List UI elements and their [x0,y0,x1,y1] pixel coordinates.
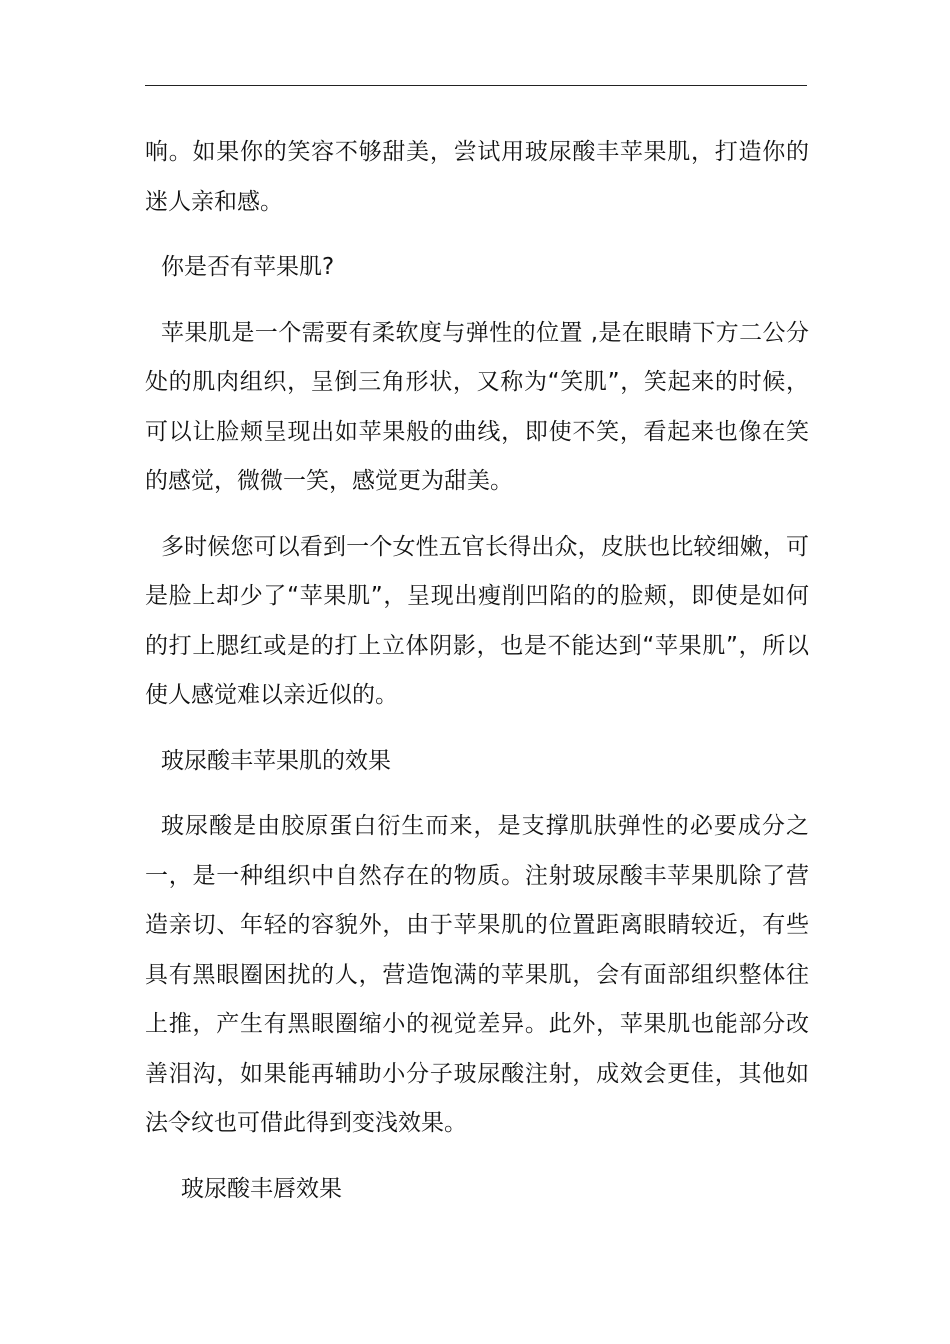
header-rule [145,85,807,86]
section-heading-hyaluronic-effect: 玻尿酸丰苹果肌的效果 [161,747,391,774]
paragraph-missing-apple-cheeks: 多时候您可以看到一个女性五官长得出众，皮肤也比较细嫩，可是脸上却少了“苹果肌”，呈现出瘦削凹陷的的脸颊，即使是如何的打上腮红或是的打上立体阴影，也是不能达到“苹果肌”，所以使人感觉难以亲近似的。 [145,533,809,708]
section-heading-lip-filler-effect: 玻尿酸丰唇效果 [181,1175,342,1202]
document-body [145,128,809,1230]
section-heading-do-you-have-apple-cheeks: 你是否有苹果肌? [161,254,335,280]
paragraph-hyaluronic-acid-details: 玻尿酸是由胶原蛋白衍生而来，是支撑肌肤弹性的必要成分之一，是一种组织中自然存在的物质。注射玻尿酸丰苹果肌除了营造亲切、年轻的容貌外，由于苹果肌的位置距离眼睛较近，有些具有黑眼圈困扰的人，营造饱满的苹果肌，会有面部组织整体往上推，产生有黑眼圈缩小的视觉差异。此外，苹果肌也能部分改善泪沟，如果能再辅助小分子玻尿酸注射，成效会更佳，其他如法令纹也可借此得到变浅效果。 [145,813,809,1136]
paragraph-apple-cheek-definition: 苹果肌是一个需要有柔软度与弹性的位置 ,是在眼睛下方二公分处的肌肉组织，呈倒三角形状，又称为“笑肌”，笑起来的时候，可以让脸颊呈现出如苹果般的曲线，即使不笑，看起来也像在笑的感觉，微微一笑，感觉更为甜美。 [145,319,809,494]
paragraph-intro: 响。如果你的笑容不够甜美，尝试用玻尿酸丰苹果肌，打造你的迷人亲和感。 [145,139,809,215]
